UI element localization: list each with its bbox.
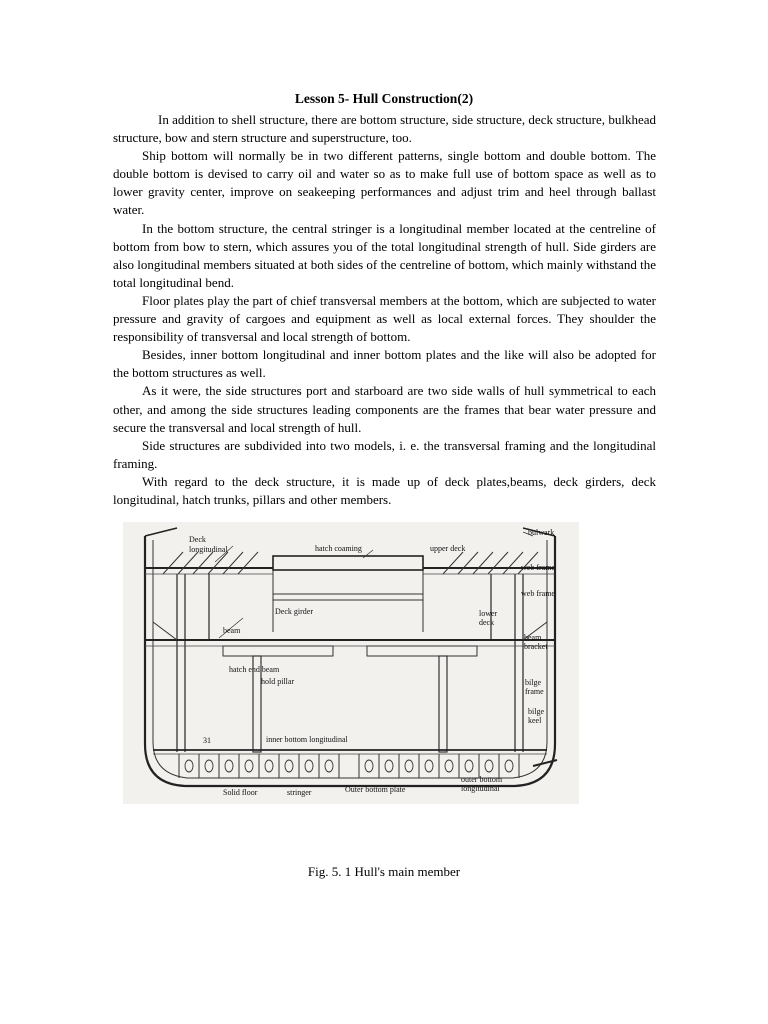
label-outer-bottom-longitudinal: outer bottom — [461, 775, 503, 784]
label-hold-pillar: hold pillar — [261, 677, 295, 686]
hold-pillar — [439, 656, 447, 752]
label-web-frame: web frame — [521, 563, 555, 572]
bulwark-line — [145, 528, 177, 536]
label-beam: beam — [223, 626, 241, 635]
bilge-keel — [533, 760, 557, 766]
hull-outline — [145, 536, 555, 786]
label-inner-bottom-longitudinal: inner bottom longitudinal — [266, 735, 348, 744]
label-bilge-frame: frame — [525, 687, 544, 696]
label-number-31: 31 — [203, 736, 211, 745]
hatch-end-beam — [223, 646, 333, 656]
label-bulwark: bulwark — [528, 528, 555, 537]
label-hatch-end-beam: hatch end beam — [229, 665, 280, 674]
hull-diagram — [123, 522, 579, 804]
label-upper-deck: upper deck — [430, 544, 466, 553]
hatch-end-beam — [367, 646, 477, 656]
label-bilge-frame: bilge — [525, 678, 541, 687]
label-bilge-keel: bilge — [528, 707, 544, 716]
paragraph: In addition to shell structure, there are bottom structure, side structure, deck structure, bulkhead structure, bow and stern structure and superstructure, too. — [113, 112, 656, 146]
paragraph: Side structures are subdivided into two models, i. e. the transversal framing and the longitudinal framing. — [113, 437, 656, 471]
paragraph: In the bottom structure, the central stringer is a longitudinal member located at the centreline of bottom from bow to stern, which assures you of the total longitudinal strength of hull. Side girders are also longitudinal members situated at both sides of the centreline of bottom, which mainly withstand the total longitudinal bend. — [113, 220, 656, 290]
hatch-coaming — [273, 556, 423, 570]
label-web-frame: web frame — [521, 589, 555, 598]
beam-bracket — [153, 622, 177, 640]
label-hatch-coaming: hatch coaming — [315, 544, 362, 553]
web-frames — [177, 574, 523, 752]
lesson-title: Lesson 5- Hull Construction(2) — [294, 91, 474, 106]
paragraph: Besides, inner bottom longitudinal and inner bottom plates and the like will also be adopted for the bottom structures as well. — [113, 347, 656, 381]
label-outer-bottom-longitudinal: longitudinal — [461, 784, 500, 793]
paragraph: With regard to the deck structure, it is made up of deck plates,beams, deck girders, deck longitudinal, hatch trunks, pillars and other members. — [113, 473, 656, 507]
label-beam-bracket: bracket — [524, 642, 548, 651]
hull-cross-section-figure — [123, 522, 579, 804]
label-lower-deck: lower — [479, 609, 498, 618]
label-stringer: stringer — [287, 788, 312, 797]
figure-caption: Fig. 5. 1 Hull's main member — [307, 864, 461, 879]
label-bilge-keel: keel — [528, 716, 542, 725]
label-deck-girder: Deck girder — [275, 607, 313, 616]
label-beam-bracket: beam — [524, 633, 542, 642]
paragraph: Ship bottom will normally be in two different patterns, single bottom and double bottom. The double bottom is devised to carry oil and water so as to make full use of bottom space as well as to lower gravity center, improve on seakeeping performances and adjust trim and heel through ballast water. — [113, 148, 656, 218]
hull-inner-outline — [153, 540, 547, 778]
label-deck-longitudinal: longitudinal — [189, 545, 228, 554]
label-deck-longitudinal: Deck — [189, 535, 206, 544]
paragraph: Floor plates play the part of chief transversal members at the bottom, which are subjected to water pressure and gravity of cargoes and equipment as well as local external forces. They shoulder the responsibility of transversal and local strength of bottom. — [113, 292, 656, 345]
body-text — [113, 111, 656, 509]
label-lower-deck: deck — [479, 618, 495, 627]
paragraph: As it were, the side structures port and starboard are two side walls of hull symmetrical to each other, and among the side structures leading components are the frames that bear water pressure and secure the transversal and local strength of hull. — [113, 383, 656, 435]
label-outer-bottom-plate: Outer bottom plate — [345, 785, 406, 794]
label-solid-floor: Solid floor — [223, 788, 258, 797]
floor-lightening-holes — [185, 760, 513, 772]
